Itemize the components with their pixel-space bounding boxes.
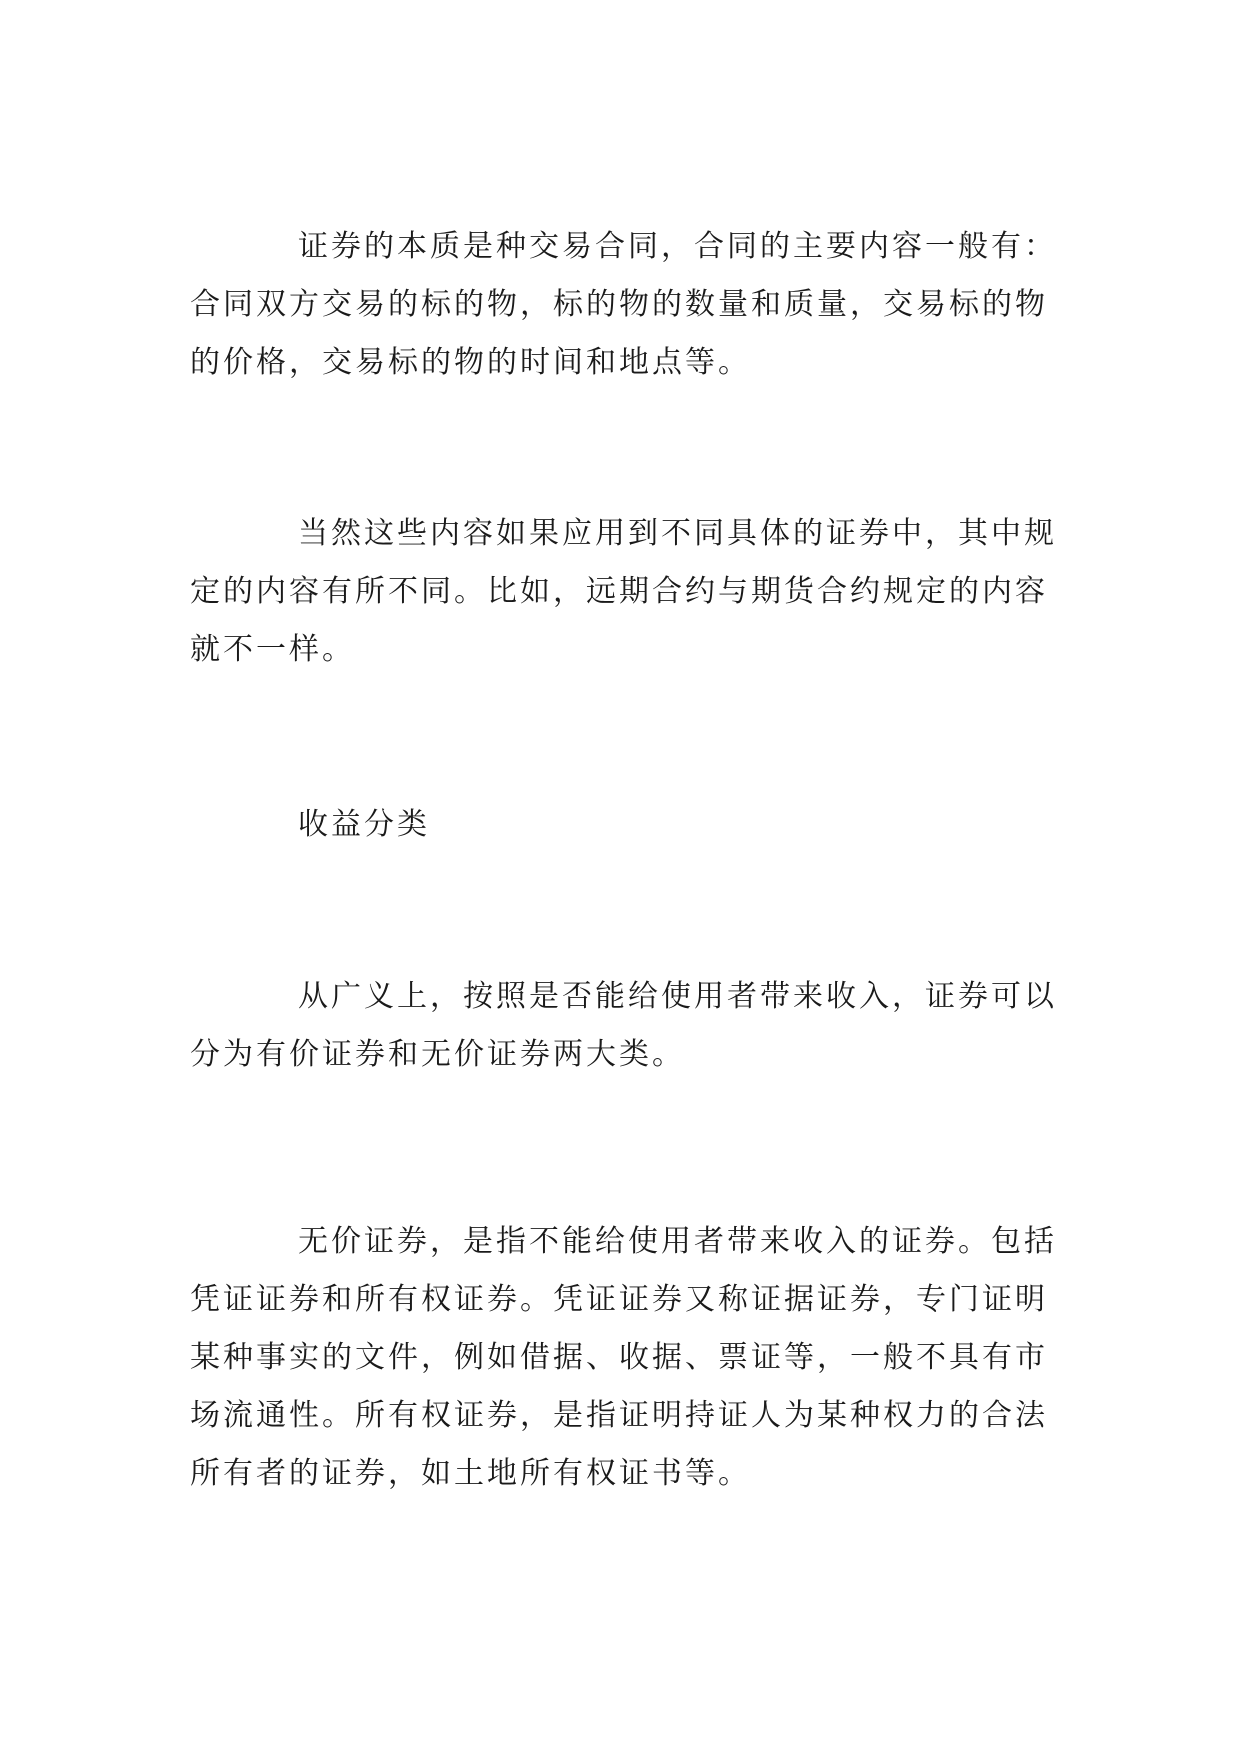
- paragraph-content-differences: [190, 505, 1060, 679]
- paragraph-non-valued-securities: [190, 1213, 1060, 1503]
- section-heading: 收益分类: [298, 807, 430, 842]
- paragraph-line: 所有者的证券，如土地所有权证书等。: [190, 1456, 751, 1491]
- paragraph-line: 凭证证券和所有权证券。凭证证券又称证据证券，专门证明: [190, 1282, 1048, 1317]
- paragraph-line: 合同双方交易的标的物，标的物的数量和质量，交易标的物: [190, 287, 1048, 322]
- paragraph-line: 场流通性。所有权证券，是指证明持证人为某种权力的合法: [190, 1398, 1048, 1433]
- paragraph-line: 从广义上，按照是否能给使用者带来收入，证券可以: [298, 979, 1057, 1014]
- paragraph-line: 分为有价证券和无价证券两大类。: [190, 1037, 685, 1072]
- paragraph-line: 当然这些内容如果应用到不同具体的证券中，其中规: [298, 516, 1057, 551]
- paragraph-line: 定的内容有所不同。比如，远期合约与期货合约规定的内容: [190, 574, 1048, 609]
- paragraph-line: 就不一样。: [190, 632, 355, 667]
- paragraph-line: 证券的本质是种交易合同，合同的主要内容一般有：: [298, 229, 1057, 264]
- paragraph-line: 的价格，交易标的物的时间和地点等。: [190, 345, 751, 380]
- paragraph-securities-nature: [190, 218, 1060, 392]
- paragraph-line: 某种事实的文件，例如借据、收据、票证等，一般不具有市: [190, 1340, 1048, 1375]
- paragraph-line: 无价证券，是指不能给使用者带来收入的证券。包括: [298, 1224, 1057, 1259]
- paragraph-broad-classification: [190, 968, 1060, 1084]
